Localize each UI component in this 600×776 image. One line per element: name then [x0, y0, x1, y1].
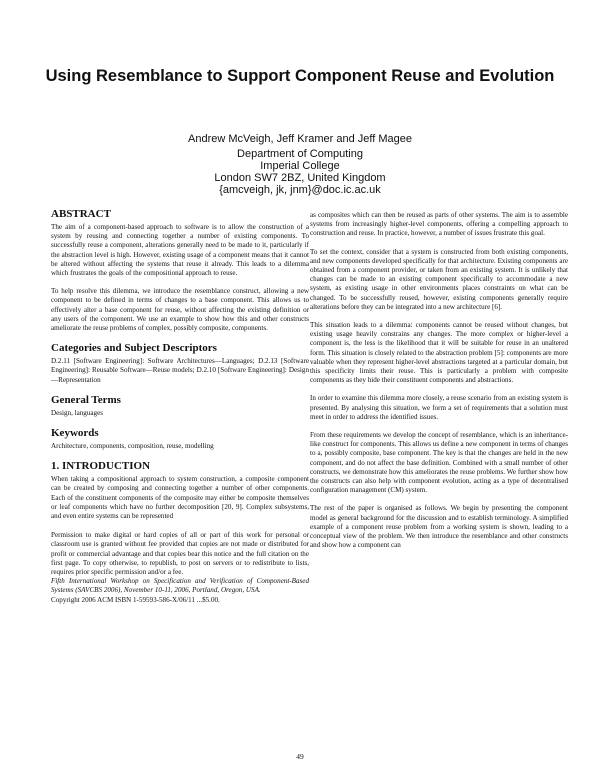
right-column: [310, 211, 568, 551]
introduction-paragraph-2: To set the context, consider that a system is constructed from both existing components, and new components developed specifically for that architecture. Existing components are obtained from a component provider, or taken from an existing system. It is unlikely that changes can be made to an existing component specifically to accommodate a new system, as existing usage in other environments places constraints on what can be changed. To be successfully reused, however, existing components generally require alterations before they can be integrated into a new architecture [6].: [310, 247, 568, 311]
author-block: [60, 133, 540, 196]
introduction-paragraph-4: In order to examine this dilemma more closely, a reuse scenario from an existing system is presented. By analysing this situation, we form a set of requirements that a solution must meet in order to address the identified issues.: [310, 394, 568, 421]
copyright-venue: Fifth International Workshop on Specification and Verification of Component-Based Systems (SAVCBS 2006), November 10-11, 2006, Portland, Oregon, USA.: [51, 577, 309, 595]
introduction-paragraph-5: From these requirements we develop the concept of resemblance, which is an inheritance-like construct for components. This allows us define a new component in terms of changes to a, possibly composite, base component. The key is that the changes are held in the new component, and do not affect the base definition. Combined with a small number of other constructs, we demonstrate how this ameliorates the reuse problems. We further show how the constructs can also help with component evolution, acting as a type of decentralised configuration management (CM) system.: [310, 431, 568, 495]
introduction-paragraph-6: The rest of the paper is organised as follows. We begin by presenting the component model as general background for the discussion and to establish terminology. A simplified example of a component reuse problem from a working system is shown, leading to a conceptual view of the problem. We then introduce the resemblance and other constructs and show how a component can: [310, 504, 568, 550]
keywords-text: Architecture, components, composition, reuse, modelling: [51, 442, 214, 451]
abstract-heading: ABSTRACT: [51, 208, 111, 220]
copyright-notice: Permission to make digital or hard copies of all or part of this work for personal or classroom use is granted without fee provided that copies are not made or distributed for profit or commercial advantage and that copies bear this notice and the full citation on the first page. To copy otherwise, to republish, to post on servers or to redistribute to lists, requires prior specific permission and/or a fee.: [51, 531, 309, 577]
paper-title: Using Resemblance to Support Component Reuse and Evolution: [45, 67, 555, 85]
abstract-paragraph-1: The aim of a component-based approach to software is to allow the construction of a system by reusing and connecting together a number of existing components. To successfully reuse a component, alterations generally need to be made to it, particularly if the abstraction level is high. However, existing usage of a component means that it cannot be altered without affecting the systems that reuse it already. This leads to a dilemma which frustrates the goals of the compositional approach to reuse.: [51, 223, 309, 278]
author-email: {amcveigh, jk, jnm}@doc.ic.ac.uk: [219, 184, 381, 196]
introduction-heading: 1. INTRODUCTION: [51, 460, 151, 473]
abstract-paragraph-2: To help resolve this dilemma, we introduce the resemblance construct, allowing a new component to be defined in terms of changes to a base component. This allows us to effectively alter a base component for reuse, without affecting the existing definition or any users of the component. We use an example to show how this and other constructs ameliorate the reuse problems of complex, possibly composite, components.: [51, 287, 309, 333]
author-names: Andrew McVeigh, Jeff Kramer and Jeff Magee: [188, 133, 412, 145]
left-column: [51, 208, 309, 605]
introduction-paragraph-1: When taking a compositional approach to system construction, a composite component can be created by composing and connecting together a number of other components. Each of the constituent components of the composite may either be composite themselves or leaf components which have no further decomposition [20, 9]. Complex subsystems, and even entire systems can be represented: [51, 475, 309, 521]
general-terms-text: Design, languages: [51, 408, 104, 417]
copyright-line: Copyright 2006 ACM ISBN 1-59593-586-X/06/11 ...$5.00.: [51, 595, 220, 604]
author-institution: Imperial College: [260, 160, 340, 172]
copyright-block: [51, 531, 309, 605]
keywords-heading: Keywords: [51, 427, 99, 440]
introduction-paragraph-3: This situation leads to a dilemma: components cannot be reused without changes, but existing usage heavily constrains any changes. The more complex or higher-level a component is, the less is the likelihood that it will be suitable for reuse in an unaltered form. This situation is closely related to the abstraction problem [5]: components are more valuable when they represent higher-level abstractions targeted at a particular domain, but this specificity limits their reuse. This is particularly a problem with composite components as they hide their constituent components and abstractions.: [310, 321, 568, 385]
categories-text: D.2.11 [Software Engineering]: Software Architectures—Languages; D.2.13 [Software Engineering]: Reusable Software—Reuse models; D.2.10 [Software Engineering]: Design—Representation: [51, 357, 309, 384]
categories-heading: Categories and Subject Descriptors: [51, 342, 217, 355]
author-address: London SW7 2BZ, United Kingdom: [214, 172, 386, 184]
general-terms-heading: General Terms: [51, 393, 121, 406]
page-number: 49: [296, 752, 304, 761]
author-department: Department of Computing: [237, 148, 363, 160]
introduction-paragraph-1-continued: as composites which can then be reused as parts of other systems. The aim is to assemble systems from increasingly higher-level components, offering a compelling approach to construction and reuse. In practice, however, a number of issues frustrate this goal.: [310, 211, 568, 238]
